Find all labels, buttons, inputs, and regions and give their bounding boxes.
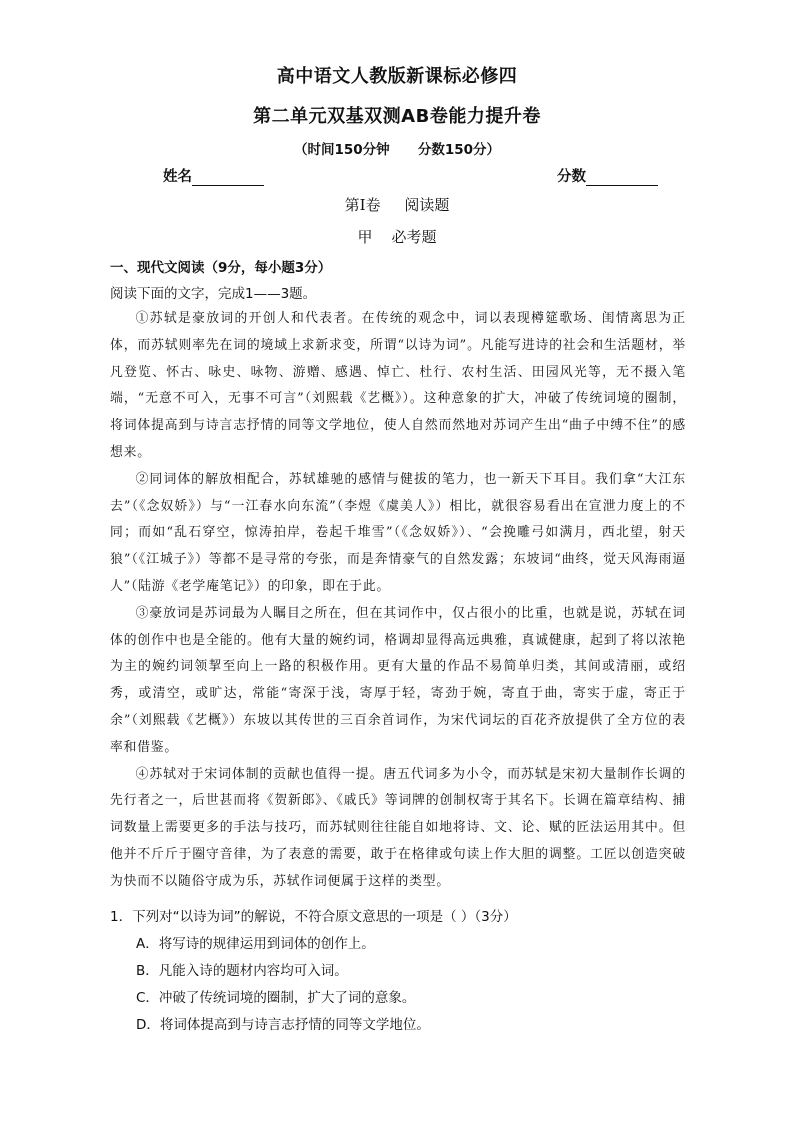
name-label: 姓名 <box>163 169 192 185</box>
option-b: B．凡能入诗的题材内容均可入词。 <box>136 963 348 979</box>
exam-title-line2: 第二单元双基双测AB卷能力提升卷 <box>253 106 541 127</box>
option-d: D．将词体提高到与诗言志抒情的同等文学地位。 <box>136 1017 430 1033</box>
part-subtitle: 甲 必考题 <box>357 228 437 246</box>
reading-passage <box>110 306 686 896</box>
passage-paragraph: ②同词体的解放相配合，苏轼雄驰的感情与健拔的笔力，也一新天下耳目。我们拿“大江东去”（《念奴娇》）与“一江春水向东流”（李煜《虞美人》）相比，就很容易看出在宣泄力度上的不同；而如“乱石穿空，惊涛拍岸，卷起千堆雪”（《念奴娇》）、“会挽雕弓如满月，西北望，射天狼”（《江城子》）等都不是寻常的夸张，而是奔情豪气的自然发露；东坡词“曲终，觉天风海雨逼人”（陆游《老学庵笔记》）的印象，即在于此。 <box>110 471 686 594</box>
part-title: 第Ⅰ卷 阅读题 <box>344 196 450 214</box>
score-label: 分数 <box>557 169 586 185</box>
exam-title-line1: 高中语文人教版新课标必修四 <box>276 66 518 87</box>
name-blank-line <box>192 169 264 186</box>
score-blank-line <box>586 169 658 186</box>
section-instruction: 阅读下面的文字，完成1——3题。 <box>110 286 317 302</box>
passage-paragraph: ①苏轼是豪放词的开创人和代表者。在传统的观念中，词以表现樽筵歌场、闺情离思为正体，而苏轼则率先在词的境域上求新求变，所谓“以诗为词”。凡能写进诗的社会和生活题材，举凡登览、怀古、咏史、咏物、游赠、感遇、悼亡、杜行、农村生活、田园风光等，无不摄入笔端，“无意不可入，无事不可言”（刘熙载《艺概》）。这种意象的扩大，冲破了传统词境的圈制，将词体提高到与诗言志抒情的同等文学地位，使人自然而然地对苏词产生出“曲子中缚不住”的感想来。 <box>110 311 686 460</box>
option-a: A．将写诗的规律运用到词体的创作上。 <box>136 936 375 952</box>
answer-options <box>136 934 430 1042</box>
option-c: C．冲破了传统词境的圈制，扩大了词的意象。 <box>136 990 416 1006</box>
section-heading: 一、现代文阅读（9分，每小题3分） <box>110 260 332 276</box>
passage-paragraph: ④苏轼对于宋词体制的贡献也值得一提。唐五代词多为小令，而苏轼是宋初大量制作长调的先行者之一，后世甚而将《贺新郎》、《戚氏》等词牌的创制权寄于其名下。长调在篇章结构、捕词数量上需要更多的手法与技巧，而苏轼则往往能自如地将诗、文、论、赋的匠法运用其中。但他并不斤斤于圈守音律，为了表意的需要，敢于在格律或句读上作大胆的调整。工匠以创造突破为快而不以随俗守成为乐，苏轼作词便属于这样的类型。 <box>110 766 686 889</box>
name-field <box>163 165 264 186</box>
score-field <box>557 165 658 186</box>
question-stem: 1．下列对“以诗为词”的解说，不符合原文意思的一项是（ ）（3分） <box>110 909 517 925</box>
time-and-score-info: （时间150分钟 分数150分） <box>293 142 501 158</box>
passage-paragraph: ③豪放词是苏词最为人瞩目之所在，但在其词作中，仅占很小的比重，也就是说，苏轼在词体的创作中也是全能的。他有大量的婉约词，格调却显得高远典雅，真诚健康，起到了将以浓艳为主的婉约词领挈至向上一路的积极作用。更有大量的作品不易简单归类，其间或清丽，或绍秀，或清空，或旷达，常能“寄深于浅，寄厚于轻，寄劲于婉，寄直于曲，寄实于虚，寄正于余”（刘熙载《艺概》）东坡以其传世的三百余首词作，为宋代词坛的百花齐放提供了全方位的表率和借鉴。 <box>110 605 686 755</box>
